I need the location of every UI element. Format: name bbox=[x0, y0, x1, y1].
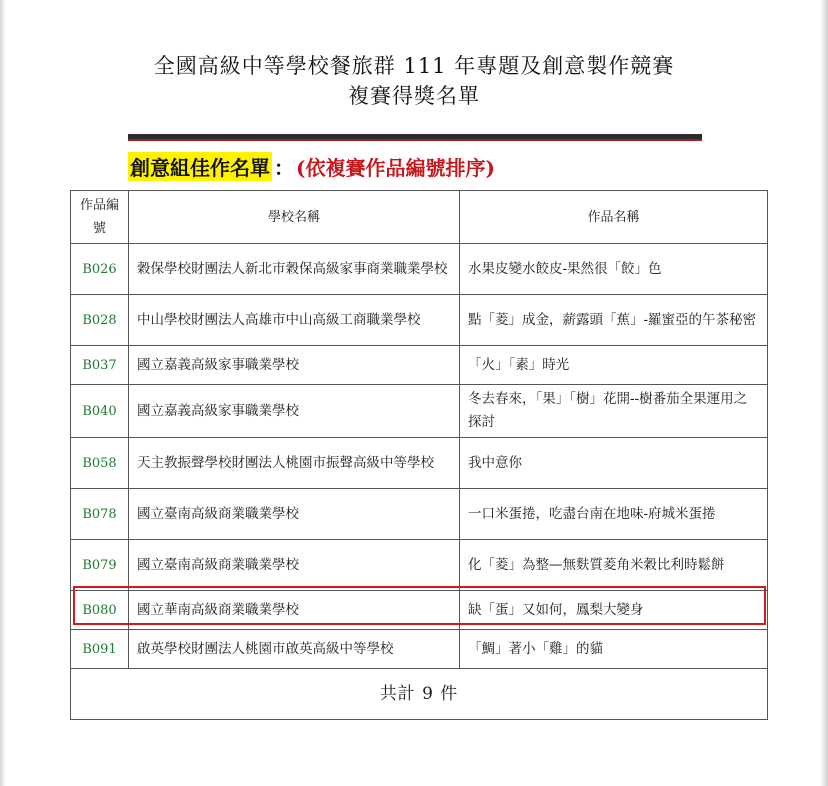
header-number: 作品編號 bbox=[71, 191, 129, 244]
table-row bbox=[71, 244, 768, 295]
table-row bbox=[71, 489, 768, 540]
row-school: 穀保學校財團法人新北市穀保高級家事商業職業學校 bbox=[129, 244, 460, 295]
table-row bbox=[71, 346, 768, 385]
row-school: 國立臺南高級商業職業學校 bbox=[129, 540, 460, 591]
row-work: 水果皮變水餃皮-果然很「餃」色 bbox=[460, 244, 768, 295]
row-work: 「火」「素」時光 bbox=[460, 346, 768, 385]
divider-red bbox=[128, 139, 702, 141]
page-edge-right bbox=[820, 0, 828, 786]
table-row bbox=[71, 630, 768, 669]
row-school: 國立嘉義高級家事職業學校 bbox=[129, 385, 460, 438]
row-school: 國立臺南高級商業職業學校 bbox=[129, 489, 460, 540]
row-school: 國立華南高級商業職業學校 bbox=[129, 591, 460, 630]
section-heading bbox=[128, 150, 495, 182]
document-subtitle-title: 複賽得獎名單 bbox=[348, 84, 480, 108]
row-code: B079 bbox=[71, 540, 129, 591]
row-school: 天主教振聲學校財團法人桃園市振聲高級中等學校 bbox=[129, 438, 460, 489]
row-work: 一口米蛋捲，吃盡台南在地味-府城米蛋捲 bbox=[460, 489, 768, 540]
award-table bbox=[70, 190, 768, 720]
row-work: 「鯛」著小「雞」的貓 bbox=[460, 630, 768, 669]
header-school: 學校名稱 bbox=[129, 191, 460, 244]
row-code: B058 bbox=[71, 438, 129, 489]
table-row bbox=[71, 540, 768, 591]
section-heading-colon: ： bbox=[274, 155, 294, 180]
row-code: B026 bbox=[71, 244, 129, 295]
table-row-highlighted bbox=[71, 591, 768, 630]
table-row bbox=[71, 295, 768, 346]
row-school: 啟英學校財團法人桃園市啟英高級中等學校 bbox=[129, 630, 460, 669]
header-work: 作品名稱 bbox=[460, 191, 768, 244]
table-total-row bbox=[71, 669, 768, 720]
row-code: B028 bbox=[71, 295, 129, 346]
document-title: 全國高級中等學校餐旅群 111 年專題及創意製作競賽 bbox=[153, 54, 675, 78]
section-heading-note: (依複賽作品編號排序) bbox=[296, 155, 495, 180]
row-school: 中山學校財團法人高雄市中山高級工商職業學校 bbox=[129, 295, 460, 346]
row-work: 化「菱」為整—無麩質菱角米穀比利時鬆餅 bbox=[460, 540, 768, 591]
table-header-row bbox=[71, 191, 768, 244]
row-work: 缺「蛋」又如何，鳳梨大變身 bbox=[460, 591, 768, 630]
row-work: 冬去春來，「果」「樹」花開--樹番茄全果運用之探討 bbox=[460, 385, 768, 438]
section-heading-highlight: 創意組佳作名單 bbox=[128, 152, 272, 181]
row-code: B037 bbox=[71, 346, 129, 385]
row-code: B078 bbox=[71, 489, 129, 540]
row-code: B091 bbox=[71, 630, 129, 669]
total-count: 共計 9 件 bbox=[71, 669, 768, 720]
table-row bbox=[71, 438, 768, 489]
page-edge-left bbox=[0, 0, 6, 786]
table-row bbox=[71, 385, 768, 438]
row-code: B080 bbox=[71, 591, 129, 630]
row-school: 國立嘉義高級家事職業學校 bbox=[129, 346, 460, 385]
row-work: 點「菱」成金，薪露頭「蕉」-羅蜜亞的午茶秘密 bbox=[460, 295, 768, 346]
row-code: B040 bbox=[71, 385, 129, 438]
row-work: 我中意你 bbox=[460, 438, 768, 489]
